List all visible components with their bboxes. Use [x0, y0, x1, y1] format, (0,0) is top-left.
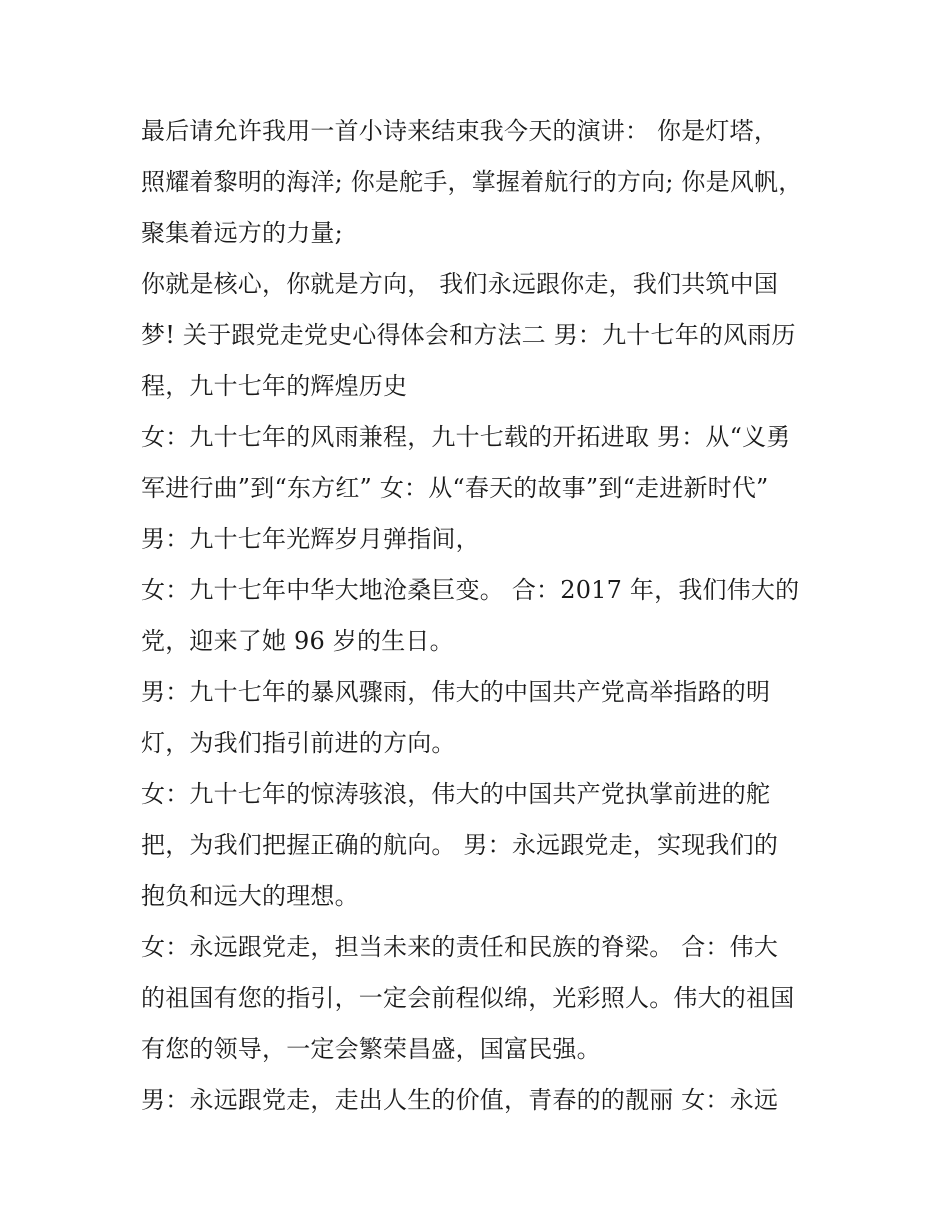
- text-line: 有您的领导，一定会繁荣昌盛，国富民强。: [141, 1035, 601, 1063]
- text-line: 你就是核心，你就是方向， 我们永远跟你走，我们共筑中国: [141, 270, 779, 298]
- document-body: [141, 106, 821, 1126]
- text-line: 女：九十七年中华大地沧桑巨变。 合：2017 年，我们伟大的: [141, 576, 800, 604]
- text-line: 把，为我们把握正确的航向。 男：永远跟党走，实现我们的: [141, 831, 779, 859]
- text-line: 男：永远跟党走，走出人生的价值，青春的的靓丽 女：永远: [141, 1086, 779, 1114]
- text-line: 女：九十七年的惊涛骇浪，伟大的中国共产党执掌前进的舵: [141, 780, 771, 808]
- text-line: 女：九十七年的风雨兼程，九十七载的开拓进取 男：从“义勇: [141, 423, 791, 451]
- text-line: 灯，为我们指引前进的方向。: [141, 729, 456, 757]
- text-line: 程，九十七年的辉煌历史: [141, 372, 408, 400]
- text-line: 男：九十七年光辉岁月弹指间，: [141, 525, 480, 553]
- text-line: 党，迎来了她 96 岁的生日。: [141, 627, 454, 655]
- text-line: 男：九十七年的暴风骤雨，伟大的中国共产党高举指路的明: [141, 678, 771, 706]
- text-line: 的祖国有您的指引，一定会前程似绵，光彩照人。伟大的祖国: [141, 984, 795, 1012]
- text-line: 抱负和远大的理想。: [141, 882, 359, 910]
- text-line: 聚集着远方的力量;: [141, 219, 343, 247]
- text-line: 女：永远跟党走，担当未来的责任和民族的脊梁。 合：伟大: [141, 933, 779, 961]
- text-line: 最后请允许我用一首小诗来结束我今天的演讲： 你是灯塔，: [141, 117, 779, 145]
- text-line: 照耀着黎明的海洋; 你是舵手，掌握着航行的方向; 你是风帆，: [141, 168, 803, 196]
- text-line: 梦! 关于跟党走党史心得体会和方法二 男：九十七年的风雨历: [141, 321, 796, 349]
- text-line: 军进行曲”到“东方红” 女：从“春天的故事”到“走进新时代”: [141, 474, 769, 502]
